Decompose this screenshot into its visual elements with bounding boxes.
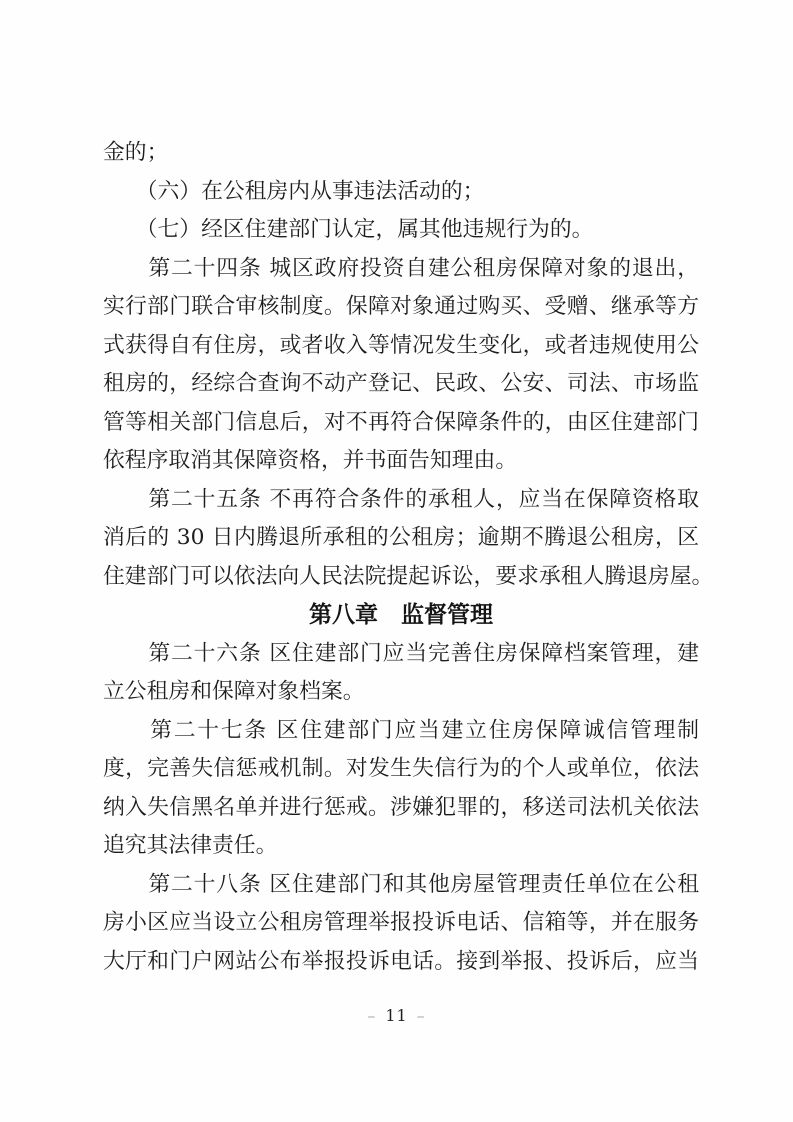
text-line: 金的； — [103, 140, 169, 165]
text-line-article-28: 第二十八条 区住建部门和其他房屋管理责任单位在公租 — [103, 871, 699, 897]
text-line-article-26: 第二十六条 区住建部门应当完善住房保障档案管理，建 — [103, 640, 699, 666]
text-line-article-28: 大厅和门户网站公布举报投诉电话。接到举报、投诉后，应当 — [103, 948, 699, 974]
text-line-article-25: 第二十五条 不再符合条件的承租人，应当在保障资格取 — [103, 486, 699, 512]
text-line-article-27: 纳入失信黑名单并进行惩戒。涉嫌犯罪的，移送司法机关依法 — [103, 794, 699, 820]
text-line-article-24: 租房的，经综合查询不动产登记、民政、公安、司法、市场监 — [103, 371, 699, 396]
text-line-article-24: 管等相关部门信息后，对不再符合保障条件的，由区住建部门 — [103, 409, 699, 435]
page-footer — [0, 1004, 793, 1028]
text-line-article-24: 实行部门联合审核制度。保障对象通过购买、受赠、继承等方 — [103, 294, 699, 319]
text-line-list-item: （六）在公租房内从事违法活动的； — [103, 178, 485, 204]
document-body — [103, 134, 714, 981]
text-line-article-24: 第二十四条 城区政府投资自建公租房保障对象的退出， — [103, 255, 699, 281]
text-line-article-25: 住建部门可以依法向人民法院提起诉讼，要求承租人腾退房屋。 — [103, 563, 714, 589]
footer-dash-left: – — [367, 1006, 377, 1025]
text-line-article-25: 消后的 30 日内腾退所承租的公租房；逾期不腾退公租房，区 — [103, 525, 699, 550]
text-line-article-27: 追究其法律责任。 — [103, 833, 278, 858]
text-line-article-24: 依程序取消其保障资格，并书面告知理由。 — [103, 448, 518, 473]
footer-dash-right: – — [416, 1006, 426, 1025]
text-line-list-item: （七）经区住建部门认定，属其他违规行为的。 — [103, 217, 594, 242]
footer-page-number: 11 — [385, 1006, 408, 1025]
text-line-article-28: 房小区应当设立公租房管理举报投诉电话、信箱等，并在服务 — [103, 910, 699, 935]
text-line-article-27: 第二十七条 区住建部门应当建立住房保障诚信管理制 — [103, 717, 699, 743]
text-line-article-24: 式获得自有住房，或者收入等情况发生变化，或者违规使用公 — [103, 332, 699, 358]
chapter-heading: 第八章 监督管理 — [309, 602, 493, 628]
text-line-article-26: 立公租房和保障对象档案。 — [103, 679, 365, 704]
text-line-article-27: 度，完善失信惩戒机制。对发生失信行为的个人或单位，依法 — [103, 756, 699, 781]
